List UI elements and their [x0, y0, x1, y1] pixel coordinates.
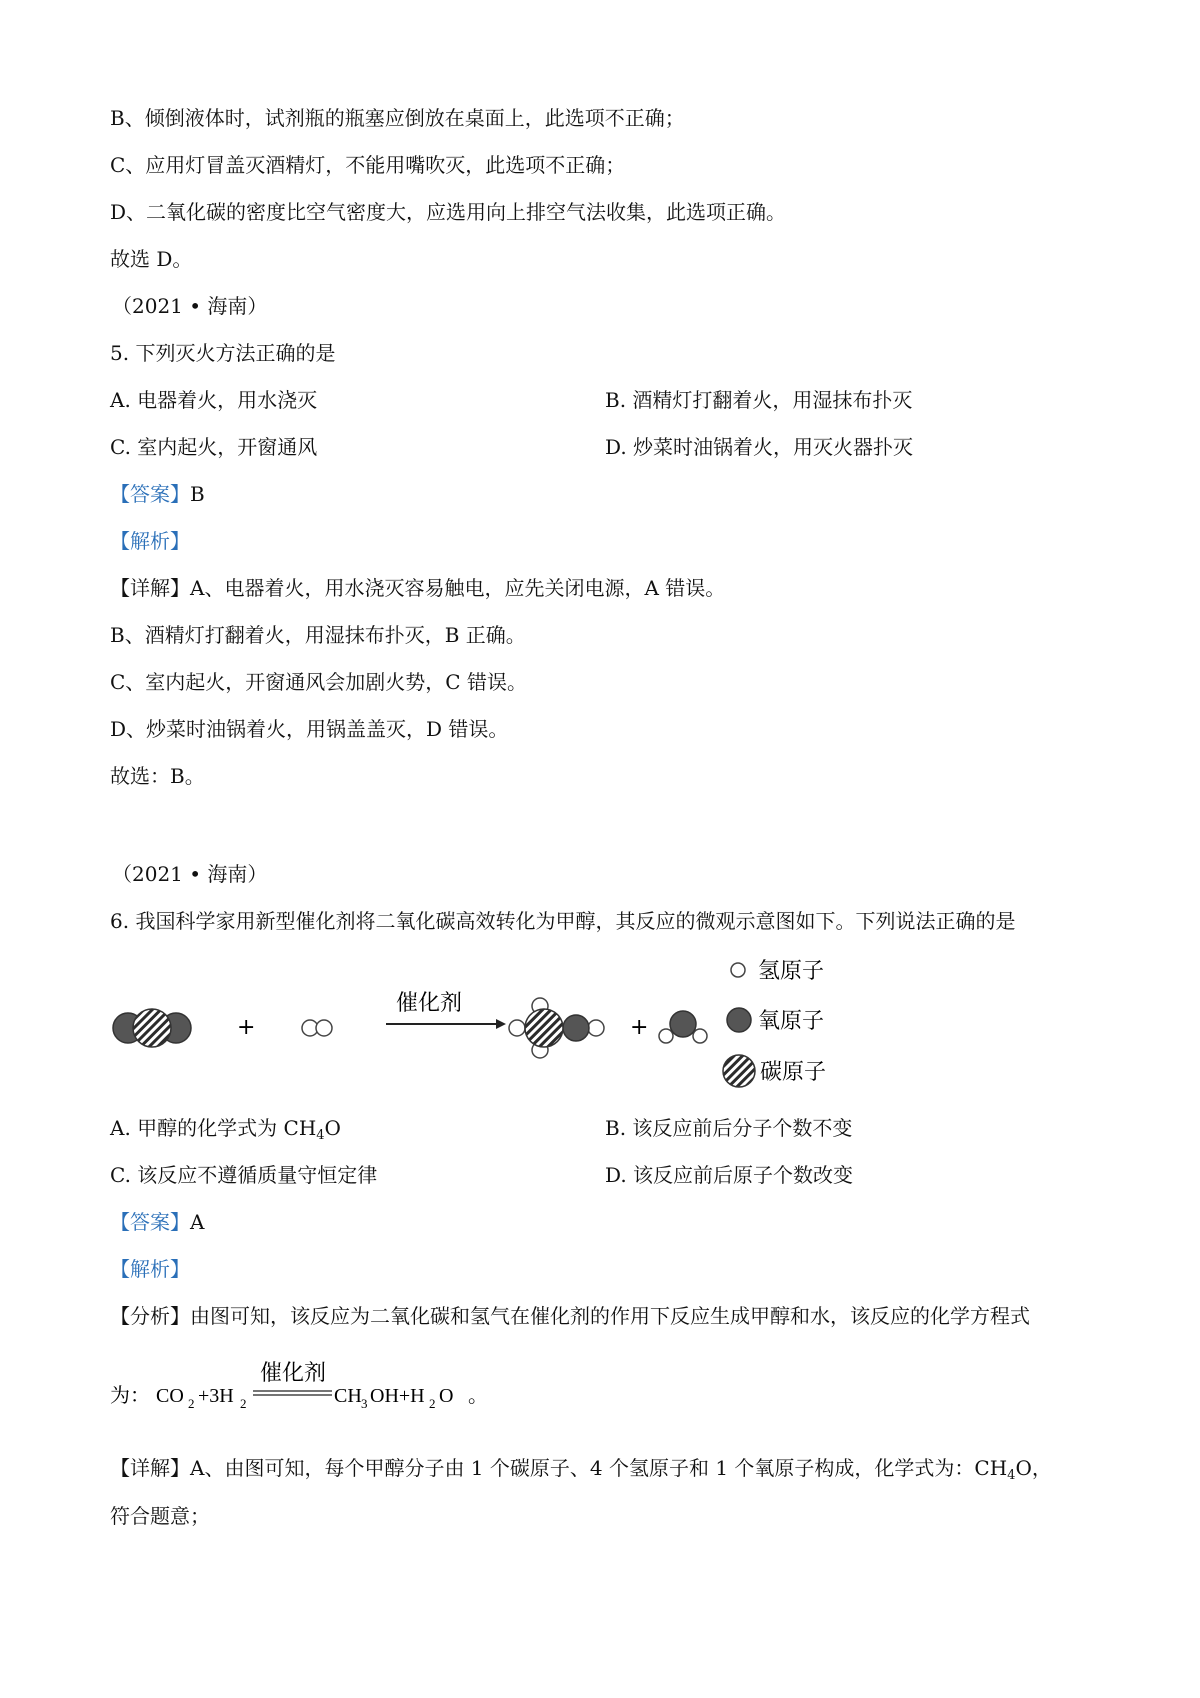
detail-5c: C、室内起火，开窗通风会加剧火势，C 错误。 — [110, 670, 527, 694]
hydrogen-atom — [693, 1029, 707, 1043]
text-line: C、应用灯冒盖灭酒精灯，不能用嘴吹灭，此选项不正确； — [110, 153, 626, 177]
detail-5-end: 故选：B。 — [110, 764, 205, 788]
hydrogen-atom — [509, 1020, 525, 1036]
plus-sign: + — [237, 1015, 256, 1040]
question-6: 6. 我国科学家用新型催化剂将二氧化碳高效转化为甲醇，其反应的微观示意图如下。下列说法正确的是 — [110, 909, 1016, 933]
legend-oxygen-icon — [727, 1008, 751, 1032]
svg-text:3: 3 — [361, 1396, 368, 1411]
detail-6a: 【详解】A、由图可知，每个甲醇分子由 1 个碳原子、4 个氢原子和 1 个氧原子构成，化学式为：$CH_4O$， — [110, 1456, 1052, 1483]
h2-molecule — [302, 1020, 332, 1036]
option-6d: D. 该反应前后原子个数改变 — [605, 1163, 854, 1187]
option-5d: D. 炒菜时油锅着火，用灭火器扑灭 — [605, 435, 914, 459]
svg-text:CH: CH — [334, 1385, 362, 1407]
carbon-atom — [525, 1009, 563, 1047]
svg-text:2: 2 — [188, 1396, 195, 1411]
text-line: D、二氧化碳的密度比空气密度大，应选用向上排空气法收集，此选项正确。 — [110, 200, 787, 224]
svg-text:为：: 为： — [110, 1383, 150, 1407]
arrow-head — [496, 1019, 506, 1029]
answer-6 — [110, 1208, 204, 1236]
text-line: 故选 D。 — [110, 247, 193, 271]
co2-molecule — [113, 1009, 191, 1047]
catalyst-label: 催化剂 — [396, 991, 463, 1016]
answer-value: A — [190, 1210, 205, 1234]
answer-value: B — [190, 482, 205, 506]
question-5: 5. 下列灭火方法正确的是 — [110, 341, 336, 365]
water-molecule — [659, 1011, 707, 1043]
detail-6a-cont: 符合题意； — [110, 1504, 210, 1528]
svg-text:2: 2 — [429, 1396, 436, 1411]
detail-label: 【详解】 — [110, 576, 190, 600]
oxygen-atom — [563, 1015, 589, 1041]
legend — [723, 959, 826, 1087]
svg-text:O: O — [439, 1385, 454, 1407]
analysis-label: 【解析】 — [110, 1257, 190, 1281]
reaction-diagram — [110, 948, 1110, 1098]
text-line: B、倾倒液体时，试剂瓶的瓶塞应倒放在桌面上，此选项不正确； — [110, 106, 685, 130]
hydrogen-atom — [659, 1029, 673, 1043]
svg-text:OH+H: OH+H — [370, 1385, 425, 1407]
answer-label: 【答案】 — [110, 1210, 190, 1234]
svg-text:。: 。 — [468, 1383, 488, 1407]
catalyst-condition: 催化剂 — [260, 1361, 327, 1386]
question-source: （2021 • 海南） — [112, 862, 268, 886]
option-6b: B. 该反应前后分子个数不变 — [605, 1116, 853, 1140]
legend-carbon-label: 碳原子 — [760, 1060, 827, 1085]
detail-text: A、电器着火，用水浇灭容易触电，应先关闭电源，A 错误。 — [190, 576, 726, 600]
detail-5d: D、炒菜时油锅着火，用锅盖盖灭，D 错误。 — [110, 717, 509, 741]
analysis-label: 【解析】 — [110, 529, 190, 553]
legend-hydrogen-label: 氢原子 — [758, 959, 825, 984]
svg-text:+3H: +3H — [198, 1385, 234, 1407]
answer-5 — [110, 480, 205, 508]
oxygen-atom — [670, 1011, 696, 1037]
analysis-6: 【分析】由图可知，该反应为二氧化碳和氢气在催化剂的作用下反应生成甲醇和水，该反应的化学方程式 — [110, 1304, 1030, 1328]
legend-carbon-icon — [723, 1055, 755, 1087]
legend-oxygen-label: 氧原子 — [758, 1009, 825, 1034]
svg-text:2: 2 — [240, 1396, 247, 1411]
option-5a: A. 电器着火，用水浇灭 — [110, 388, 318, 412]
hydrogen-atom — [316, 1020, 332, 1036]
option-6a: A. 甲醇的化学式为 $CH_4O$ — [110, 1116, 341, 1143]
question-source: （2021 • 海南） — [112, 294, 268, 318]
option-5b: B. 酒精灯打翻着火，用湿抹布扑灭 — [605, 388, 913, 412]
hydrogen-atom — [588, 1020, 604, 1036]
detail-5b: B、酒精灯打翻着火，用湿抹布扑灭，B 正确。 — [110, 623, 526, 647]
option-5c: C. 室内起火，开窗通风 — [110, 435, 318, 459]
detail-5a — [110, 574, 725, 602]
legend-hydrogen-icon — [731, 963, 745, 977]
answer-label: 【答案】 — [110, 482, 190, 506]
carbon-atom — [133, 1009, 171, 1047]
chemical-equation — [110, 1358, 710, 1418]
svg-text:CO: CO — [156, 1385, 184, 1407]
methanol-molecule — [509, 998, 604, 1058]
plus-sign: + — [630, 1015, 649, 1040]
option-6c: C. 该反应不遵循质量守恒定律 — [110, 1163, 378, 1187]
